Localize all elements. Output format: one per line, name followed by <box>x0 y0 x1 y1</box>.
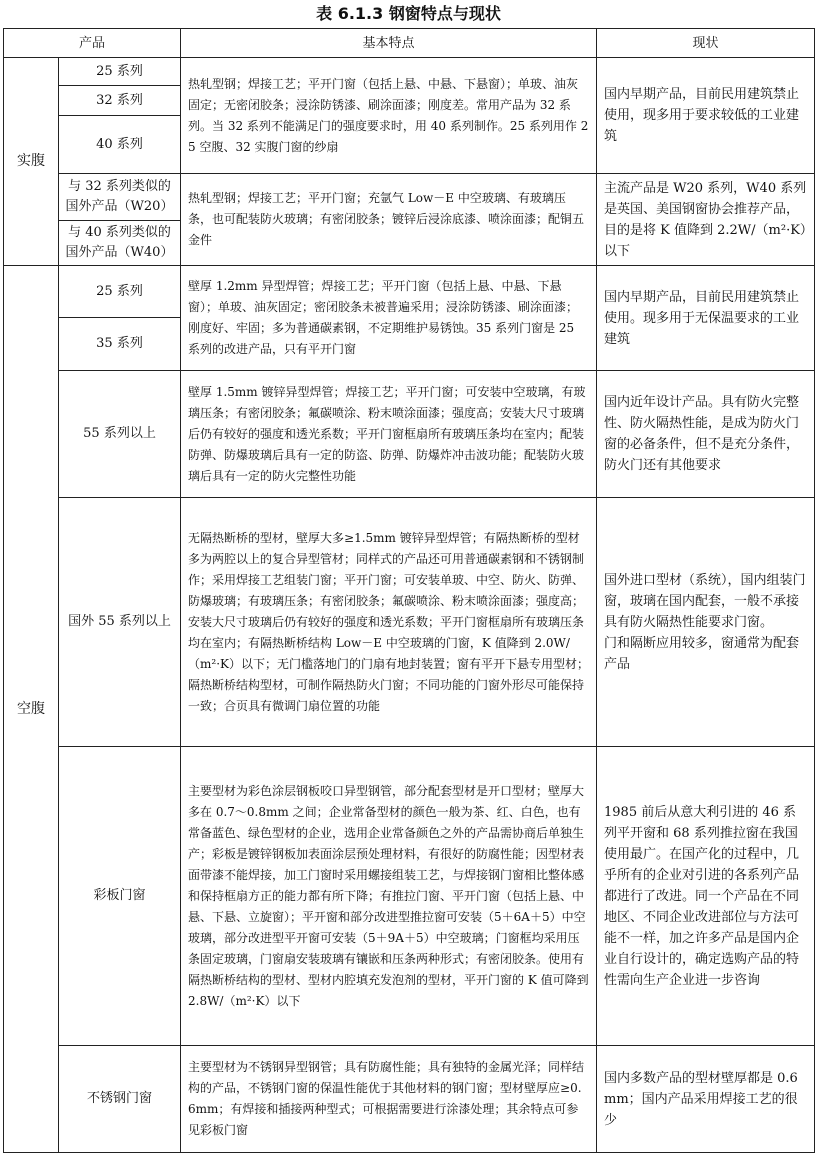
features-cell: 壁厚 1.2mm 异型焊管；焊接工艺；平开门窗（包括上悬、中悬、下悬窗）；单玻、油灰固定；密闭胶条未被普遍采用；浸涂防锈漆、刷涂面漆；刚度好、牢固；多为普通碳素钢，不定期维护易锈蚀。35 系列门窗是 25 系列的改进产品，只有平开门窗 <box>181 266 597 371</box>
table-row <box>4 371 815 498</box>
features-cell: 主要型材为彩色涂层钢板咬口异型钢管，部分配套型材是开口型材；壁厚大多在 0.7～0.8mm 之间；企业常备型材的颜色一般为茶、红、白色，也有常备蓝色、绿色型材的企业，选用企业常备颜色之外的产品需协商后单独生产；彩板是镀锌钢板加表面涂层预处理材料，有很好的防腐性能；因型材表面带漆不能焊接，加工门窗时采用螺接组装工艺，与焊接钢门窗相比整体感和保持框扇方正的能力都有所下降；有推拉门窗、平开门窗（包括上悬、中悬、下悬、立旋窗）；平开窗和部分改进型推拉窗可安装（5＋6A＋5）中空玻璃，部分改进型平开窗可安装（5＋9A＋5）中空玻璃；门窗框均采用压条固定玻璃，门窗扇安装玻璃有镶嵌和压条两种形式；有密闭胶条。使用有隔热断桥结构的型材、型材内腔填充发泡剂的型材，平开门窗的 K 值可降到 2.8W/（m²·K）以下 <box>181 747 597 1046</box>
status-cell: 国内多数产品的型材壁厚都是 0.6mm；国内产品采用焊接工艺的很少 <box>597 1046 815 1153</box>
table-row <box>4 174 815 221</box>
table-row <box>4 58 815 86</box>
category-hollow: 空腹 <box>4 266 59 1153</box>
product-name: 与 32 系列类似的国外产品（W20） <box>59 174 181 221</box>
product-name: 32 系列 <box>59 86 181 116</box>
status-cell: 国内近年设计产品。具有防火完整性、防火隔热性能，是成为防火门窗的必备条件，但不是充分条件，防火门还有其他要求 <box>597 371 815 498</box>
product-name: 35 系列 <box>59 318 181 371</box>
header-features: 基本特点 <box>181 29 597 58</box>
product-name: 国外 55 系列以上 <box>59 498 181 747</box>
table-row <box>4 266 815 318</box>
status-cell: 国外进口型材（系统），国内组装门窗，玻璃在国内配套，一般不承接具有防火隔热性能要求门窗。 门和隔断应用较多，窗通常为配套产品 <box>597 498 815 747</box>
product-name: 不锈钢门窗 <box>59 1046 181 1153</box>
product-name: 与 40 系列类似的国外产品（W40） <box>59 221 181 266</box>
steel-window-table <box>3 28 815 1153</box>
product-name: 彩板门窗 <box>59 747 181 1046</box>
features-cell: 无隔热断桥的型材，壁厚大多≥1.5mm 镀锌异型焊管；有隔热断桥的型材多为两腔以上的复合异型管材；同样式的产品还可用普通碳素钢和不锈钢制作；采用焊接工艺组装门窗；平开门窗；可安装单玻、中空、防火、防弹、防爆玻璃；有玻璃压条；有密闭胶条；氟碳喷涂、粉末喷涂面漆；强度高；安装大尺寸玻璃后仍有较好的强度和透光系数；平开门窗框扇所有玻璃压条均在室内；有隔热断桥结构 Low－E 中空玻璃的门窗，K 值降到 2.0W/（m²·K）以下；无门槛落地门的门扇有地封装置；窗有平开下悬专用型材；隔热断桥结构型材，可制作隔热防火门窗；不同功能的门窗外形尽可能保持一致；合页具有微调门扇位置的功能 <box>181 498 597 747</box>
category-solid: 实腹 <box>4 58 59 266</box>
header-product: 产品 <box>4 29 181 58</box>
status-cell: 国内早期产品，目前民用建筑禁止使用，现多用于要求较低的工业建筑 <box>597 58 815 174</box>
product-name: 40 系列 <box>59 116 181 174</box>
header-status: 现状 <box>597 29 815 58</box>
features-cell: 壁厚 1.5mm 镀锌异型焊管；焊接工艺；平开门窗；可安装中空玻璃，有玻璃压条；有密闭胶条；氟碳喷涂、粉末喷涂面漆；强度高；安装大尺寸玻璃后仍有较好的强度和透光系数；平开门窗框扇所有玻璃压条均在室内；配装防弹、防爆玻璃后具有一定的防盗、防弹、防爆炸冲击波功能；配装防火玻璃后具有一定的防火完整性功能 <box>181 371 597 498</box>
features-cell: 热轧型钢；焊接工艺；平开门窗（包括上悬、中悬、下悬窗）；单玻、油灰固定；无密闭胶条；浸涂防锈漆、刷涂面漆；刚度差。常用产品为 32 系列。当 32 系列不能满足门的强度要求时，用 40 系列制作。25 系列用作 25 空腹、32 实腹门窗的纱扇 <box>181 58 597 174</box>
table-title: 表 6.1.3 钢窗特点与现状 <box>316 4 501 23</box>
table-row <box>4 747 815 1046</box>
features-cell: 热轧型钢；焊接工艺；平开门窗；充氩气 Low－E 中空玻璃、有玻璃压条，也可配装防火玻璃；有密闭胶条；镀锌后浸涂底漆、喷涂面漆；配铜五金件 <box>181 174 597 266</box>
header-row <box>4 29 815 58</box>
table-row <box>4 498 815 747</box>
table-row <box>4 1046 815 1153</box>
product-name: 25 系列 <box>59 58 181 86</box>
features-cell: 主要型材为不锈钢异型钢管；具有防腐性能；具有独特的金属光泽；同样结构的产品，不锈钢门窗的保温性能优于其他材料的钢门窗；型材壁厚应≥0.6mm；有焊接和插接两种型式；可根据需要进行涂漆处理；其余特点可参见彩板门窗 <box>181 1046 597 1153</box>
status-cell: 主流产品是 W20 系列，W40 系列是英国、美国钢窗协会推荐产品，目的是将 K 值降到 2.2W/（m²·K）以下 <box>597 174 815 266</box>
status-cell: 1985 前后从意大利引进的 46 系列平开窗和 68 系列推拉窗在我国使用最广。在国产化的过程中，几乎所有的企业对引进的各系列产品都进行了改进。同一个产品在不同地区、不同企业改进部位与方法可能不一样，加之许多产品是国内企业自行设计的，确定选购产品的特性需向生产企业进一步咨询 <box>597 747 815 1046</box>
product-name: 25 系列 <box>59 266 181 318</box>
status-cell: 国内早期产品，目前民用建筑禁止使用。现多用于无保温要求的工业建筑 <box>597 266 815 371</box>
product-name: 55 系列以上 <box>59 371 181 498</box>
